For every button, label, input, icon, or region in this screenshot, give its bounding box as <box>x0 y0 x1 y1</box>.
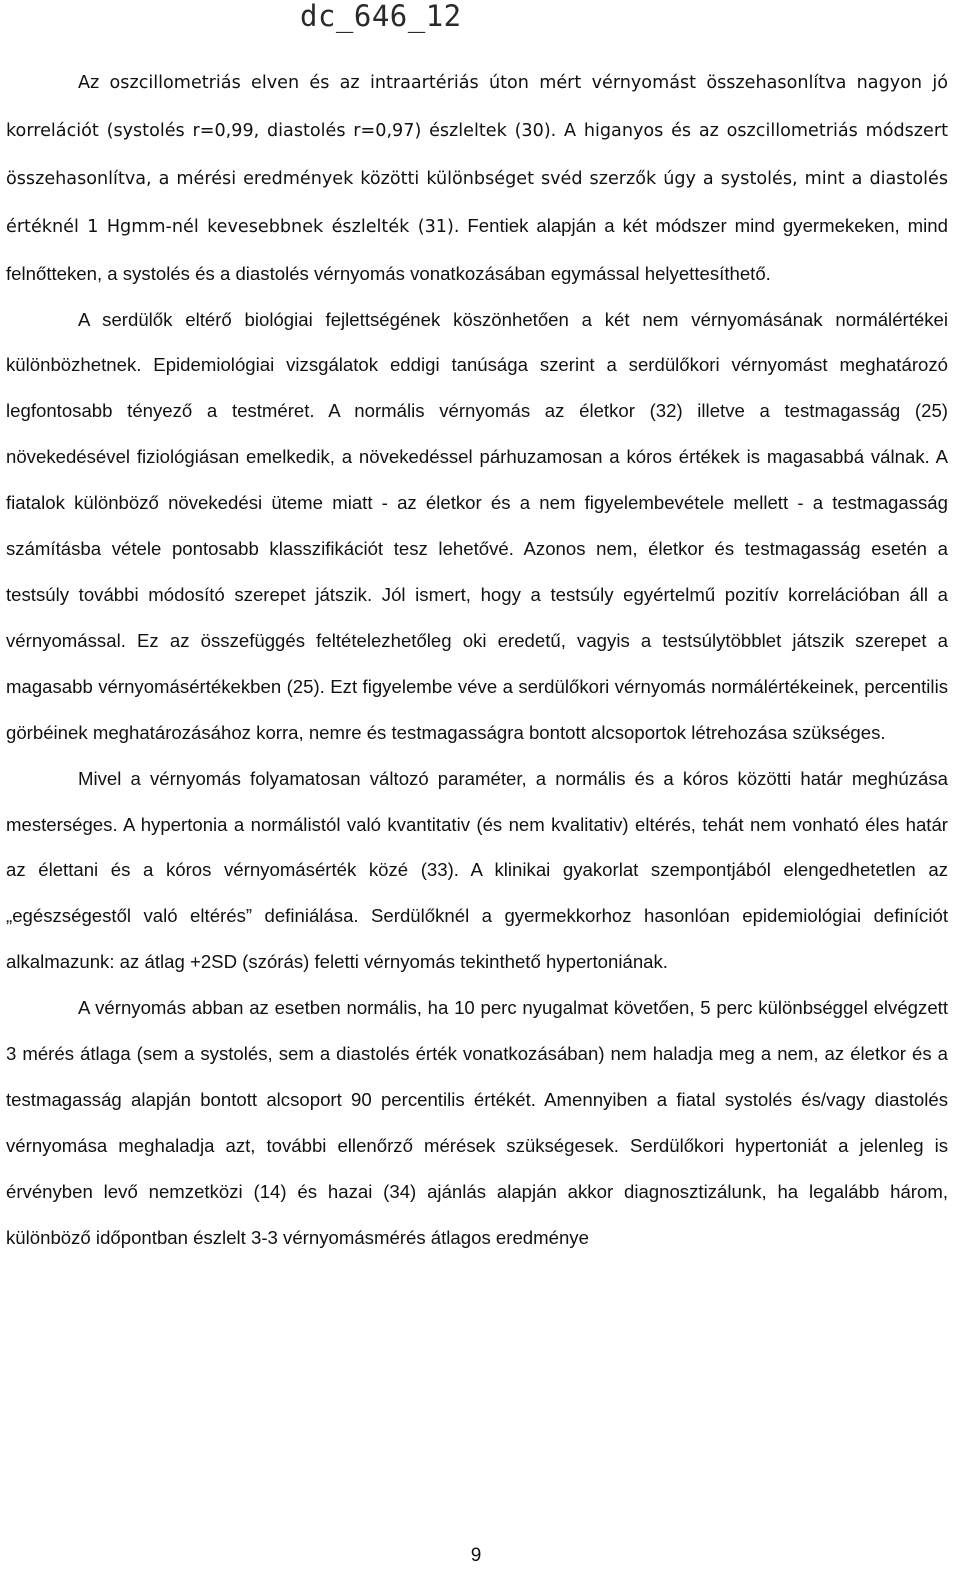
paragraph-1 <box>6 59 948 297</box>
paragraph-1-monospace-part: Az oszcillometriás elven és az intraartériás úton mért vérnyomást összehasonlítva nagyon jó korrelációt (systolés r=0,99, diastolés r=0,97) észleltek (30). A higanyos és az oszcillometriás módszert összehasonlítva, a mérési eredmények közötti különbséget svéd szerzők úgy a systolés, mint a diastolés értéknél 1 Hgmm-nél kevesebbnek észlelték (31). <box>6 73 948 237</box>
page-number: 9 <box>470 1545 482 1566</box>
paragraph-2: A serdülők eltérő biológiai fejlettségének köszönhetően a két nem vérnyomásának normálértékei különbözhetnek. Epidemiológiai vizsgálatok eddigi tanúsága szerint a serdülőkori vérnyomást meghatározó legfontosabb tényező a testméret. A normális vérnyomás az életkor (32) illetve a testmagasság (25) növekedésével fiziológiásan emelkedik, a növekedéssel párhuzamosan a kóros értékek is magasabbá válnak. A fiatalok különböző növekedési üteme miatt - az életkor és a nem figyelembevétele mellett - a testmagasság számításba vétele pontosabb klasszifikációt tesz lehetővé. Azonos nem, életkor és testmagasság esetén a testsúly további módosító szerepet játszik. Jól ismert, hogy a testsúly egyértelmű pozitív korrelációban áll a vérnyomással. Ez az összefüggés feltételezhetőleg oki eredetű, vagyis a testsúlytöbblet játszik szerepet a magasabb vérnyomásértékekben (25). Ezt figyelembe véve a serdülőkori vérnyomás normálértékeinek, percentilis görbéinek meghatározásához korra, nemre és testmagasságra bontott alcsoportok létrehozása szükséges. <box>6 308 948 743</box>
document-id-header: dc_646_12 <box>300 0 462 33</box>
paragraph-3: Mivel a vérnyomás folyamatosan változó paraméter, a normális és a kóros közötti határ meghúzása mesterséges. A hypertonia a normálistól való kvantitativ (és nem kvalitativ) eltérés, tehát nem vonható éles határ az élettani és a kóros vérnyomásérték közé (33). A klinikai gyakorlat szempontjából elengedhetetlen az „egészségestől való eltérés” definiálása. Serdülőknél a gyermekkorhoz hasonlóan epidemiológiai definíciót alkalmazunk: az átlag +2SD (szórás) feletti vérnyomás tekinthető hypertoniának. <box>6 767 948 973</box>
paragraph-1-regular-part: Fentiek alapján a két módszer mind gyermekeken, mind felnőtteken, a systolés és a diastolés vérnyomás vonatkozásában egymással helyettesíthető. <box>6 214 948 284</box>
document-body <box>6 59 948 1261</box>
paragraph-4: A vérnyomás abban az esetben normális, ha 10 perc nyugalmat követően, 5 perc különbséggel elvégzett 3 mérés átlaga (sem a systolés, sem a diastolés érték vonatkozásában) nem haladja meg a nem, az életkor és a testmagasság alapján bontott alcsoport 90 percentilis értékét. Amennyiben a fiatal systolés és/vagy diastolés vérnyomása meghaladja azt, további ellenőrző mérések szükségesek. Serdülőkori hypertoniát a jelenleg is érvényben levő nemzetközi (14) és hazai (34) ajánlás alapján akkor diagnosztizálunk, ha legalább három, különböző időpontban észlelt 3-3 vérnyomásmérés átlagos eredménye <box>6 997 948 1248</box>
